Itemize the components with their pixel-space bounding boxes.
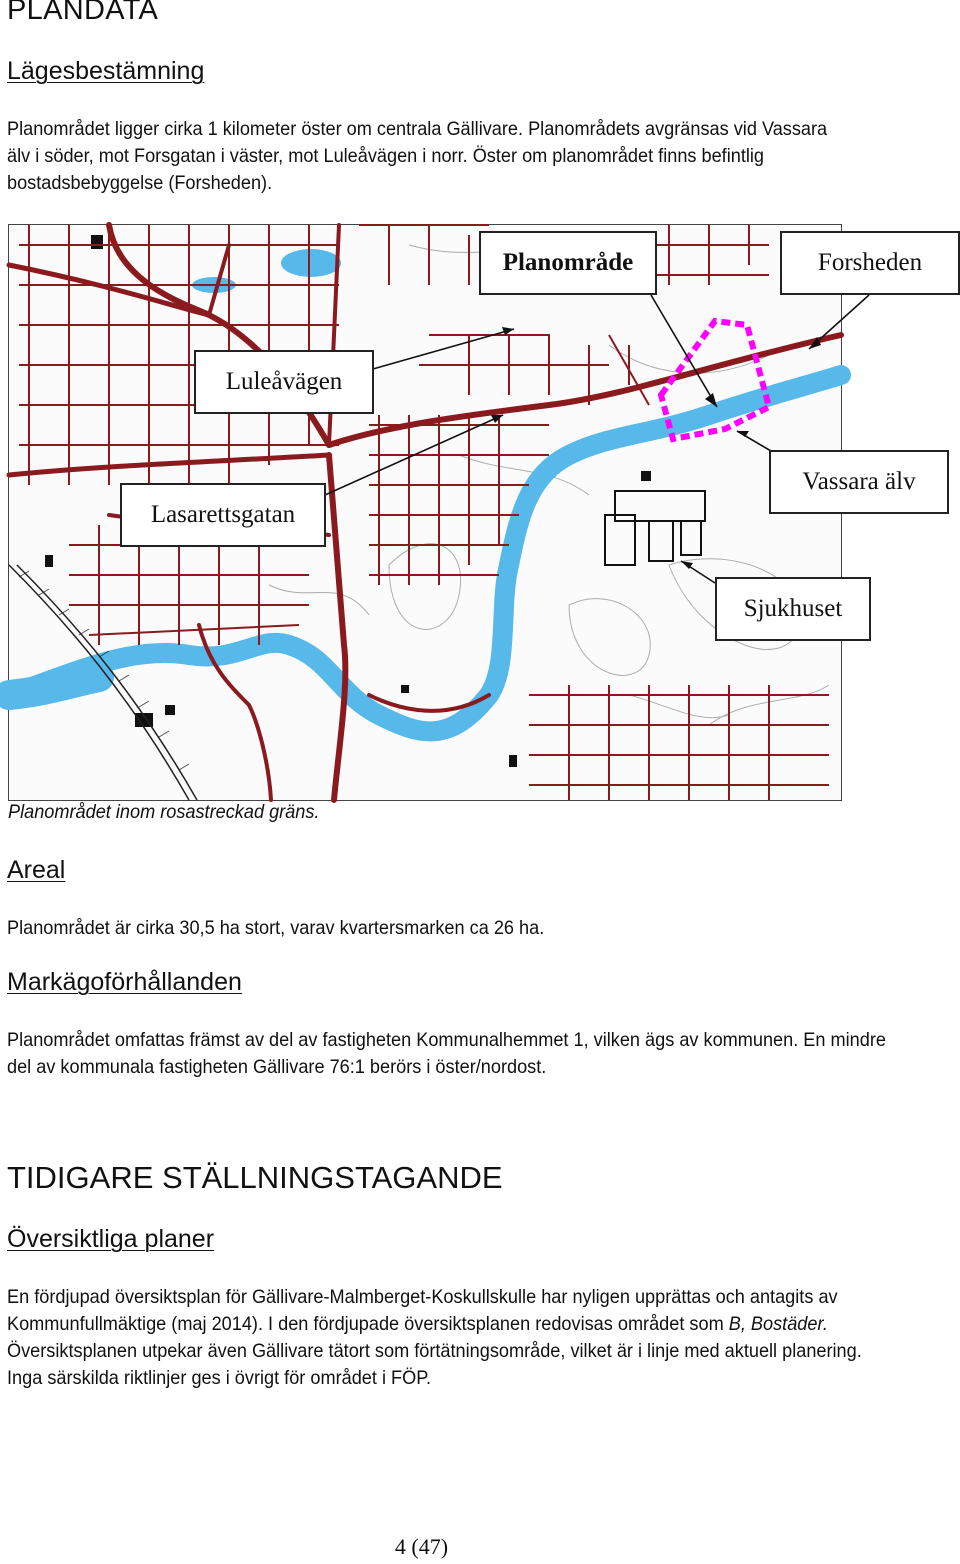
paragraph-markagoforhallanden: Planområdet omfattas främst av del av fastigheten Kommunalhemmet 1, vilken ägs av kommunen. En mindre del av kommunala fastigheten Gällivare 76:1 berörs i öster/nordost. [7, 1029, 886, 1078]
page-heading-plandata: PLANDATA [7, 0, 159, 26]
location-map [8, 224, 923, 801]
section-title-areal: Areal [7, 856, 66, 884]
map-caption: Planområdet inom rosastreckad gräns. [8, 801, 320, 823]
map-label-planomrade: Planområde [479, 231, 657, 295]
map-label-lasarettsgatan: Lasarettsgatan [120, 483, 326, 547]
page-heading-tidigare-stallningstagande: TIDIGARE STÄLLNINGSTAGANDE [7, 1160, 503, 1195]
map-label-lulevagen: Luleåvägen [194, 350, 374, 414]
map-label-vassara-alv: Vassara älv [769, 450, 949, 514]
section-title-lagesbestamning: Lägesbestämning [7, 57, 205, 85]
paragraph-lagesbestamning: Planområdet ligger cirka 1 kilometer öster om centrala Gällivare. Planområdets avgränsas vid Vassara älv i söder, mot Forsgatan i väster, mot Luleåvägen i norr. Öster om planområdet finns befintlig bostadsbebyggelse (Forsheden). [7, 118, 828, 194]
section-title-oversiktliga-planer: Översiktliga planer [7, 1225, 215, 1253]
paragraph-oversiktliga-planer [7, 1284, 895, 1392]
section-title-markagoforhallanden: Markägoförhållanden [7, 968, 242, 996]
paragraph-part-1: En fördjupad översiktsplan för Gällivare-Malmberget-Koskullskulle har nyligen upprättas och antagits av Kommunfullmäktige (maj 2014). I den fördjupade översiktsplanen redovisas området som [7, 1286, 838, 1335]
paragraph-areal: Planområdet är cirka 30,5 ha stort, varav kvartersmarken ca 26 ha. [7, 917, 545, 939]
map-label-forsheden: Forsheden [780, 231, 960, 295]
paragraph-part-2: Översiktsplanen utpekar även Gällivare tätort som förtätningsområde, vilket är i linje med aktuell planering. Inga särskilda riktlinjer ges i övrigt för området i FÖP. [7, 1340, 862, 1389]
page-number: 4 (47) [394, 1534, 449, 1559]
paragraph-italic-zoning: B, Bostäder. [728, 1313, 828, 1335]
map-label-sjukhuset: Sjukhuset [715, 577, 871, 641]
